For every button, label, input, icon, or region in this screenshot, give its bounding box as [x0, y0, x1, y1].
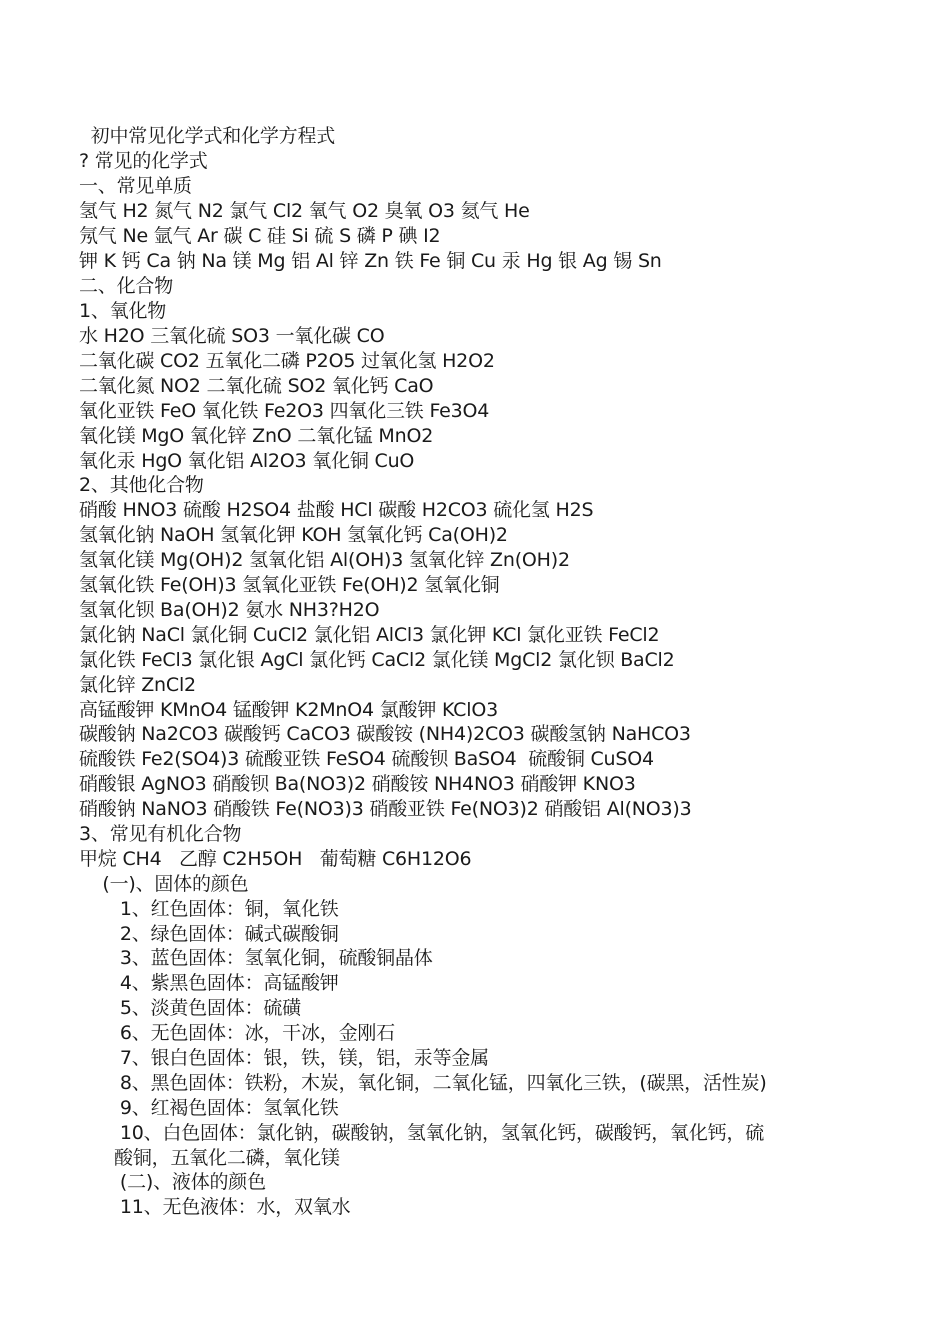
text-line: 氢氧化铁 Fe(OH)3 氢氧化亚铁 Fe(OH)2 氢氧化铜 — [79, 574, 500, 596]
list-item: 1、红色固体：铜，氧化铁 — [79, 898, 339, 920]
text-line: 钾 K 钙 Ca 钠 Na 镁 Mg 铝 Al 锌 Zn 铁 Fe 铜 Cu 汞 Hg 银 Ag 锡 Sn — [79, 250, 662, 272]
subsection-heading: 1、氧化物 — [79, 300, 167, 322]
text-line: 氧化镁 MgO 氧化锌 ZnO 二氧化锰 MnO2 — [79, 425, 434, 447]
text-line: 氢气 H2 氮气 N2 氯气 Cl2 氧气 O2 臭氧 O3 氦气 He — [79, 200, 530, 222]
text-line: 硫酸铁 Fe2(SO4)3 硫酸亚铁 FeSO4 硫酸钡 BaSO4 硫酸铜 CuSO4 — [79, 748, 654, 770]
text-line: 氖气 Ne 氩气 Ar 碳 C 硅 Si 硫 S 磷 P 碘 I2 — [79, 225, 441, 247]
text-line: 氢氧化镁 Mg(OH)2 氢氧化铝 Al(OH)3 氢氧化锌 Zn(OH)2 — [79, 549, 570, 571]
subsection-heading: 3、常见有机化合物 — [79, 823, 242, 845]
subsection-heading: 2、其他化合物 — [79, 474, 204, 496]
text-line: 氯化铁 FeCl3 氯化银 AgCl 氯化钙 CaCl2 氯化镁 MgCl2 氯化钡 BaCl2 — [79, 649, 675, 671]
list-item: 3、蓝色固体：氢氧化铜，硫酸铜晶体 — [79, 947, 433, 969]
text-line: 氯化钠 NaCl 氯化铜 CuCl2 氯化铝 AlCl3 氯化钾 KCl 氯化亚铁 FeCl2 — [79, 624, 660, 646]
list-item: 5、淡黄色固体：硫磺 — [79, 997, 301, 1019]
text-line: 氯化锌 ZnCl2 — [79, 674, 196, 696]
list-item: 4、紫黑色固体：高锰酸钾 — [79, 972, 339, 994]
text-line: 氧化汞 HgO 氧化铝 Al2O3 氧化铜 CuO — [79, 450, 415, 472]
text-line: 二氧化氮 NO2 二氧化硫 SO2 氧化钙 CaO — [79, 375, 434, 397]
list-item: 2、绿色固体：碱式碳酸铜 — [79, 923, 339, 945]
document-title: 初中常见化学式和化学方程式 — [79, 125, 336, 147]
list-item: 9、红褐色固体：氢氧化铁 — [79, 1097, 339, 1119]
text-line: 二氧化碳 CO2 五氧化二磷 P2O5 过氧化氢 H2O2 — [79, 350, 495, 372]
subsection-heading: (二)、液体的颜色 — [79, 1171, 266, 1193]
text-line: 硝酸钠 NaNO3 硝酸铁 Fe(NO3)3 硝酸亚铁 Fe(NO3)2 硝酸铝 Al(NO3)3 — [79, 798, 692, 820]
text-line: 水 H2O 三氧化硫 SO3 一氧化碳 CO — [79, 325, 385, 347]
section-heading: ? 常见的化学式 — [79, 150, 208, 172]
subsection-heading: (一)、固体的颜色 — [79, 873, 249, 895]
list-item: 10、白色固体：氯化钠，碳酸钠，氢氧化钠，氢氧化钙，碳酸钙，氧化钙，硫 — [79, 1122, 765, 1144]
text-line: 甲烷 CH4 乙醇 C2H5OH 葡萄糖 C6H12O6 — [79, 848, 472, 870]
text-line: 高锰酸钾 KMnO4 锰酸钾 K2MnO4 氯酸钾 KClO3 — [79, 699, 498, 721]
list-item: 11、无色液体：水，双氧水 — [79, 1196, 351, 1218]
list-item: 7、银白色固体：银，铁，镁，铝，汞等金属 — [79, 1047, 489, 1069]
list-item: 8、黑色固体：铁粉，木炭，氧化铜，二氧化锰，四氧化三铁，(碳黑，活性炭) — [79, 1072, 767, 1094]
section-heading: 二、化合物 — [79, 275, 174, 297]
text-line: 氢氧化钠 NaOH 氢氧化钾 KOH 氢氧化钙 Ca(OH)2 — [79, 524, 508, 546]
text-line: 氢氧化钡 Ba(OH)2 氨水 NH3?H2O — [79, 599, 380, 621]
text-line: 硝酸银 AgNO3 硝酸钡 Ba(NO3)2 硝酸铵 NH4NO3 硝酸钾 KNO3 — [79, 773, 636, 795]
section-heading: 一、常见单质 — [79, 175, 192, 197]
text-line: 碳酸钠 Na2CO3 碳酸钙 CaCO3 碳酸铵 (NH4)2CO3 碳酸氢钠 NaHCO3 — [79, 723, 691, 745]
list-item: 6、无色固体：冰，干冰，金刚石 — [79, 1022, 395, 1044]
list-item-continuation: 酸铜，五氧化二磷，氧化镁 — [79, 1147, 340, 1169]
text-line: 硝酸 HNO3 硫酸 H2SO4 盐酸 HCl 碳酸 H2CO3 硫化氢 H2S — [79, 499, 594, 521]
text-line: 氧化亚铁 FeO 氧化铁 Fe2O3 四氧化三铁 Fe3O4 — [79, 400, 490, 422]
